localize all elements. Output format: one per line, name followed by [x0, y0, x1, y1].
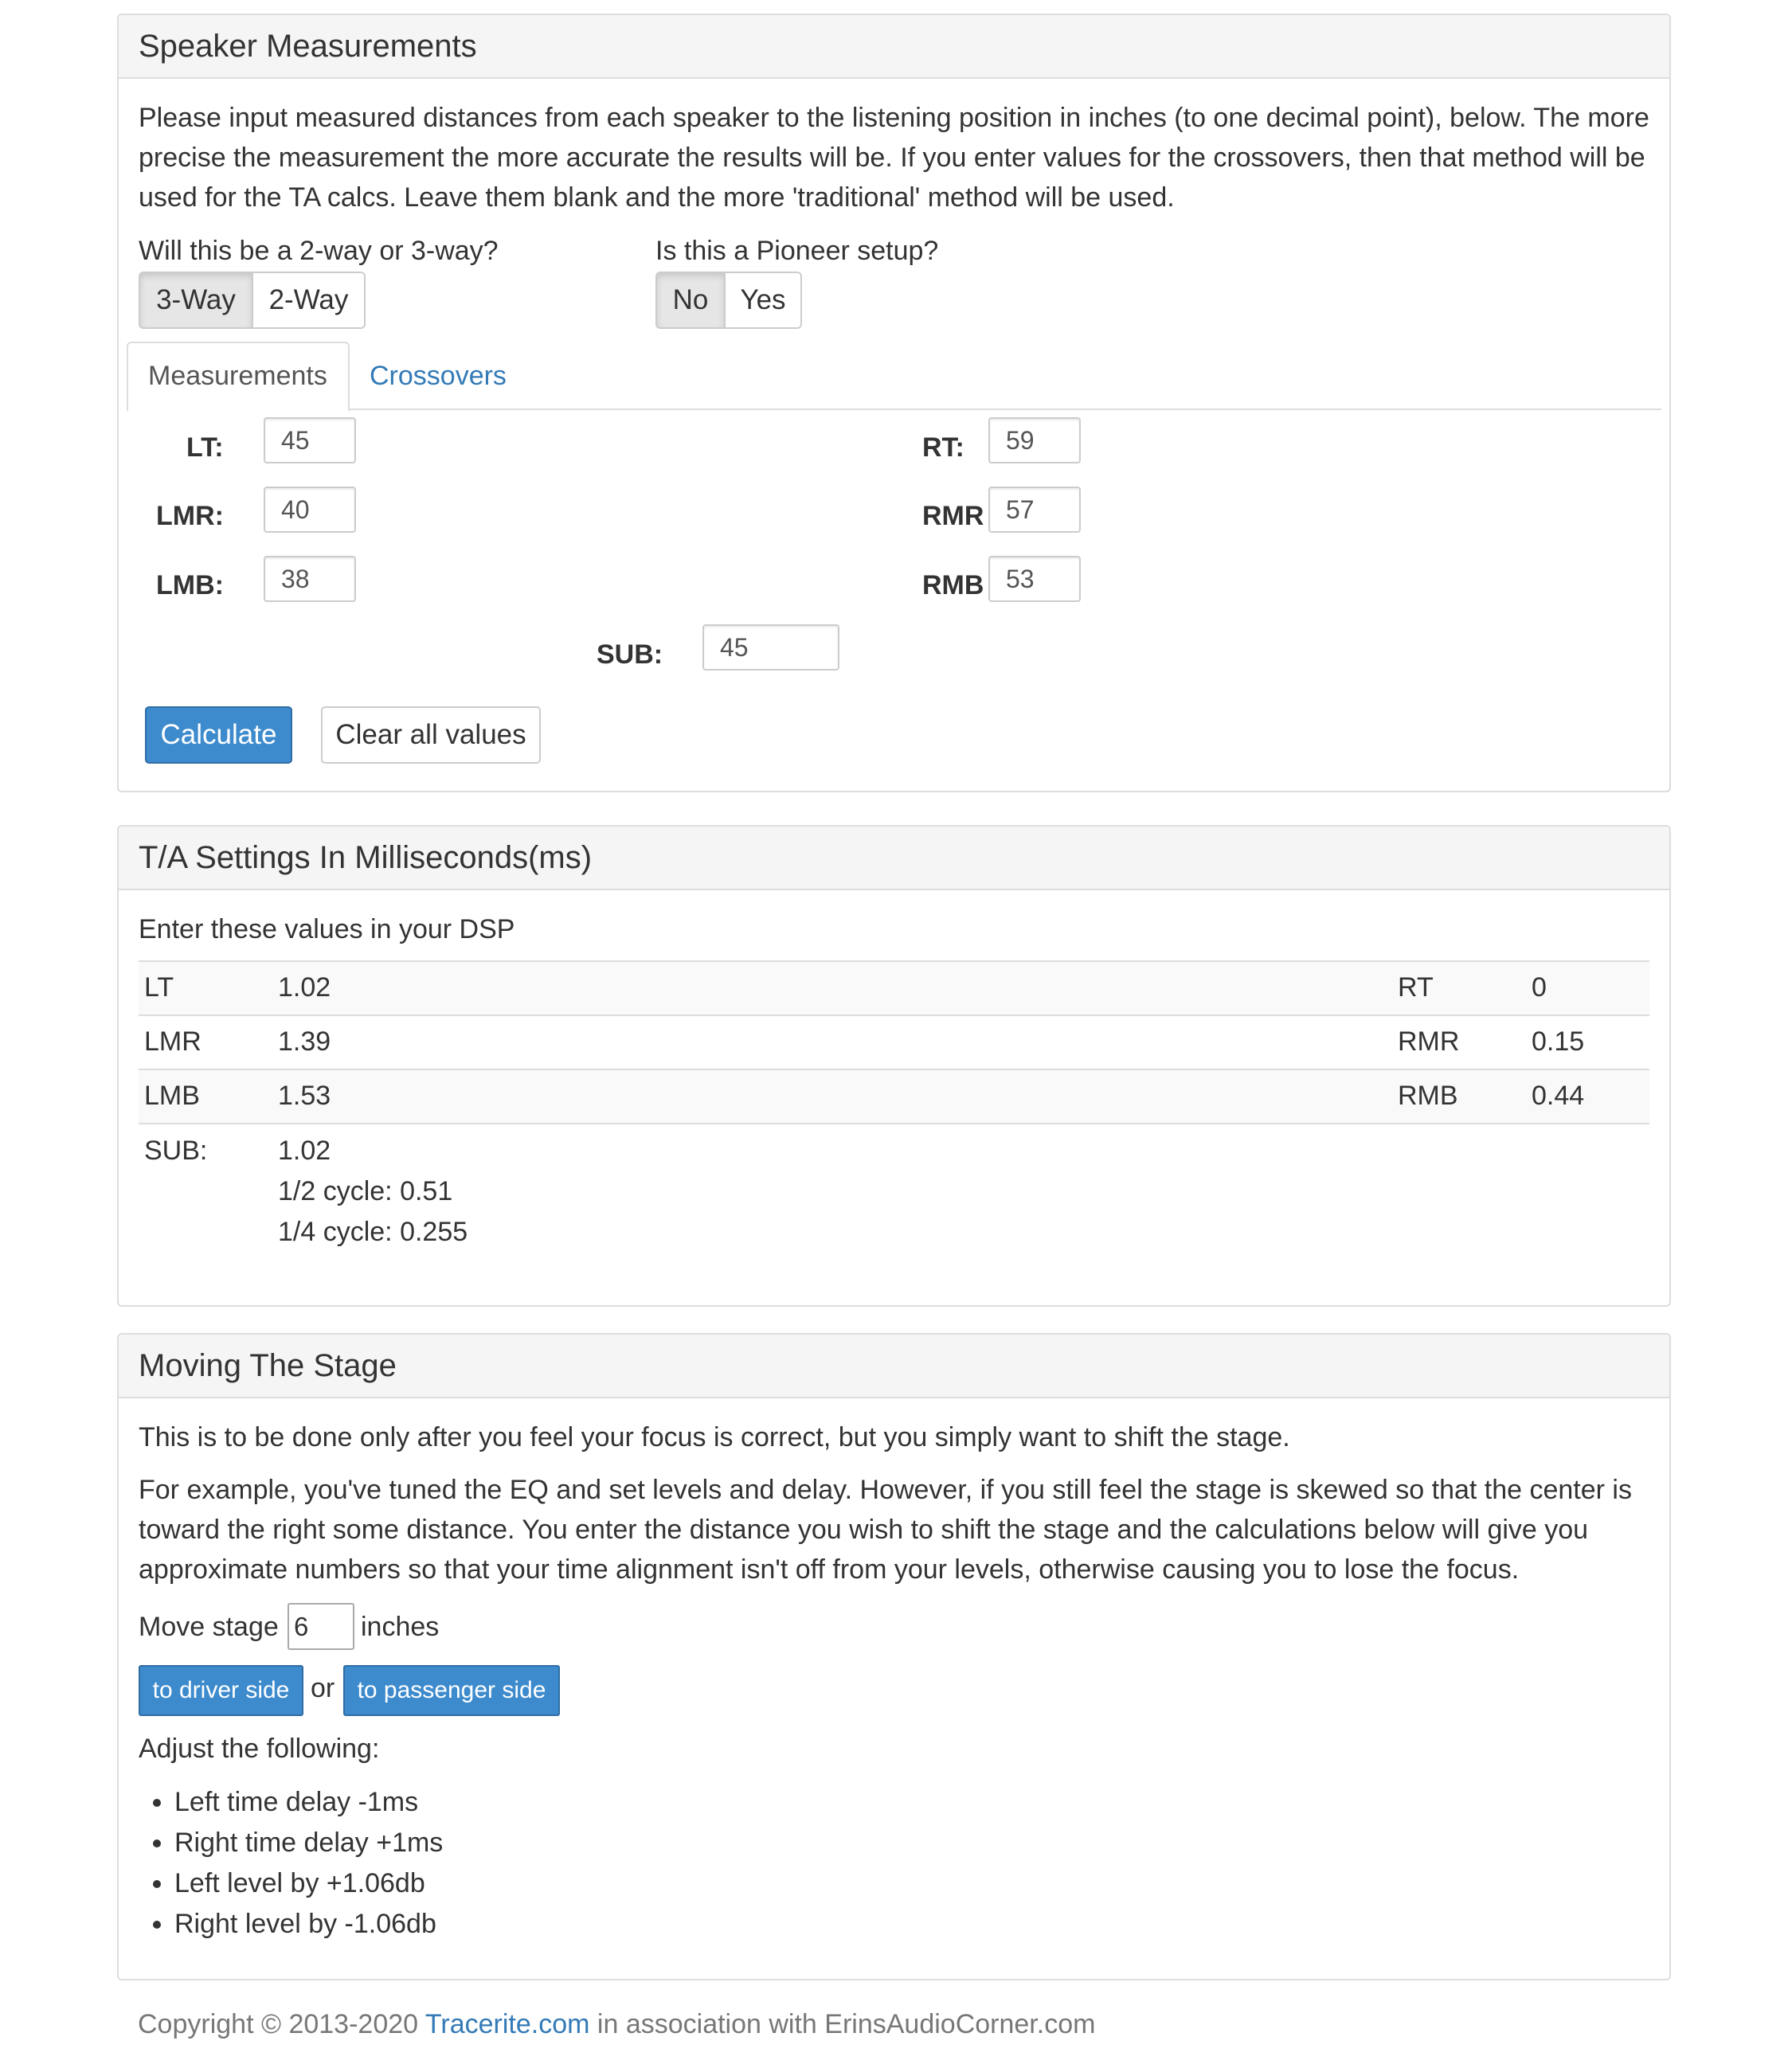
sub-input[interactable]: 45: [702, 624, 839, 670]
tab-measurements[interactable]: Measurements: [127, 342, 350, 412]
sub-value: 1.02: [278, 1136, 331, 1166]
pioneer-question: Is this a Pioneer setup?: [655, 236, 939, 266]
clear-values-button[interactable]: Clear all values: [321, 706, 541, 764]
table-row: [139, 961, 1649, 1015]
two-way-button[interactable]: 2-Way: [252, 272, 366, 329]
table-row: [139, 1069, 1649, 1124]
row-left-name: LMR: [139, 1015, 272, 1069]
adjust-heading: Adjust the following:: [139, 1734, 380, 1764]
intro-text: Please input measured distances from each speaker to the listening position in inches (to one decimal point), below. The more precise the measurement the more accurate the results will be. If you enter values for the crossovers, then that method will be used for the TA calcs. Leave them blank and the more 'traditional' method will be used.: [139, 103, 1649, 213]
calculate-button[interactable]: Calculate: [145, 706, 292, 764]
sub-name: SUB:: [139, 1124, 272, 1259]
footer: [138, 2005, 1095, 2044]
lmb-label: LMB:: [156, 570, 224, 600]
footer-tracerite-link[interactable]: Tracerite.com: [425, 2009, 590, 2039]
adjustment-list: [173, 1782, 443, 1945]
rmb-label: RMB: [922, 570, 984, 600]
row-left-value: 1.39: [272, 1015, 1392, 1069]
pioneer-no-button[interactable]: No: [655, 272, 726, 329]
moving-stage-panel: [117, 1333, 1671, 1980]
footer-copyright: Copyright © 2013-2020: [138, 2009, 419, 2039]
row-right-name: RMR: [1392, 1015, 1526, 1069]
tab-crossovers[interactable]: Crossovers: [370, 361, 507, 392]
table-row: [139, 1015, 1649, 1069]
to-driver-side-button[interactable]: to driver side: [139, 1665, 303, 1716]
rmb-input[interactable]: 53: [988, 556, 1081, 602]
row-right-value: 0.15: [1526, 1015, 1649, 1069]
or-text: or: [311, 1673, 335, 1703]
way-toggle: [139, 272, 366, 329]
row-right-value: 0: [1526, 961, 1649, 1015]
lmb-input[interactable]: 38: [264, 556, 356, 602]
stage-paragraph-2: For example, you've tuned the EQ and set levels and delay. However, if you still feel the stage is skewed so that the center is toward the right some distance. You enter the distance you wish to shift the stage and the calculations below will give you approximate numbers so that your time alignment isn't off from your levels, otherwise causing you to lose the focus.: [139, 1475, 1632, 1585]
row-right-name: RMB: [1392, 1069, 1526, 1124]
move-stage-suffix: inches: [361, 1612, 440, 1642]
move-stage-prefix: Move stage: [139, 1612, 279, 1642]
to-passenger-side-button[interactable]: to passenger side: [343, 1665, 560, 1716]
panel-title: T/A Settings In Milliseconds(ms): [119, 827, 1669, 890]
rt-label: RT:: [922, 432, 964, 463]
row-left-name: LMB: [139, 1069, 272, 1124]
sub-label: SUB:: [597, 639, 663, 670]
ta-results-table: [139, 960, 1649, 1259]
stage-paragraph-1: This is to be done only after you feel your focus is correct, but you simply want to shift the stage.: [139, 1422, 1290, 1452]
three-way-button[interactable]: 3-Way: [139, 272, 253, 329]
pioneer-toggle: [655, 272, 802, 329]
lt-input[interactable]: 45: [264, 417, 356, 463]
way-question: Will this be a 2-way or 3-way?: [139, 236, 499, 266]
pioneer-yes-button[interactable]: Yes: [724, 272, 802, 329]
rmr-input[interactable]: 57: [988, 487, 1081, 533]
footer-association: in association with ErinsAudioCorner.com: [597, 2009, 1096, 2039]
row-right-name: RT: [1392, 961, 1526, 1015]
list-item: • Right level by -1.06db: [174, 1904, 443, 1945]
panel-title: Speaker Measurements: [119, 15, 1669, 79]
sub-half-cycle: 1/2 cycle: 0.51: [278, 1176, 453, 1206]
rmr-label: RMR: [922, 501, 984, 531]
speaker-measurements-panel: [117, 14, 1671, 792]
sub-quarter-cycle: 1/4 cycle: 0.255: [278, 1217, 468, 1247]
list-item: • Left level by +1.06db: [174, 1863, 443, 1904]
tab-bar: [127, 342, 1661, 410]
ta-intro-text: Enter these values in your DSP: [139, 914, 515, 944]
list-item: • Left time delay -1ms: [174, 1782, 443, 1823]
row-left-value: 1.02: [272, 961, 1392, 1015]
rt-input[interactable]: 59: [988, 417, 1081, 463]
row-left-name: LT: [139, 961, 272, 1015]
lmr-input[interactable]: 40: [264, 487, 356, 533]
ta-settings-panel: [117, 825, 1671, 1307]
sub-values: [272, 1124, 1392, 1259]
lmr-label: LMR:: [156, 501, 224, 531]
row-right-value: 0.44: [1526, 1069, 1649, 1124]
lt-label: LT:: [186, 432, 224, 463]
list-item: • Right time delay +1ms: [174, 1823, 443, 1863]
panel-title: Moving The Stage: [119, 1335, 1669, 1398]
row-left-value: 1.53: [272, 1069, 1392, 1124]
move-stage-input[interactable]: 6: [288, 1603, 354, 1650]
table-row-sub: [139, 1124, 1649, 1259]
